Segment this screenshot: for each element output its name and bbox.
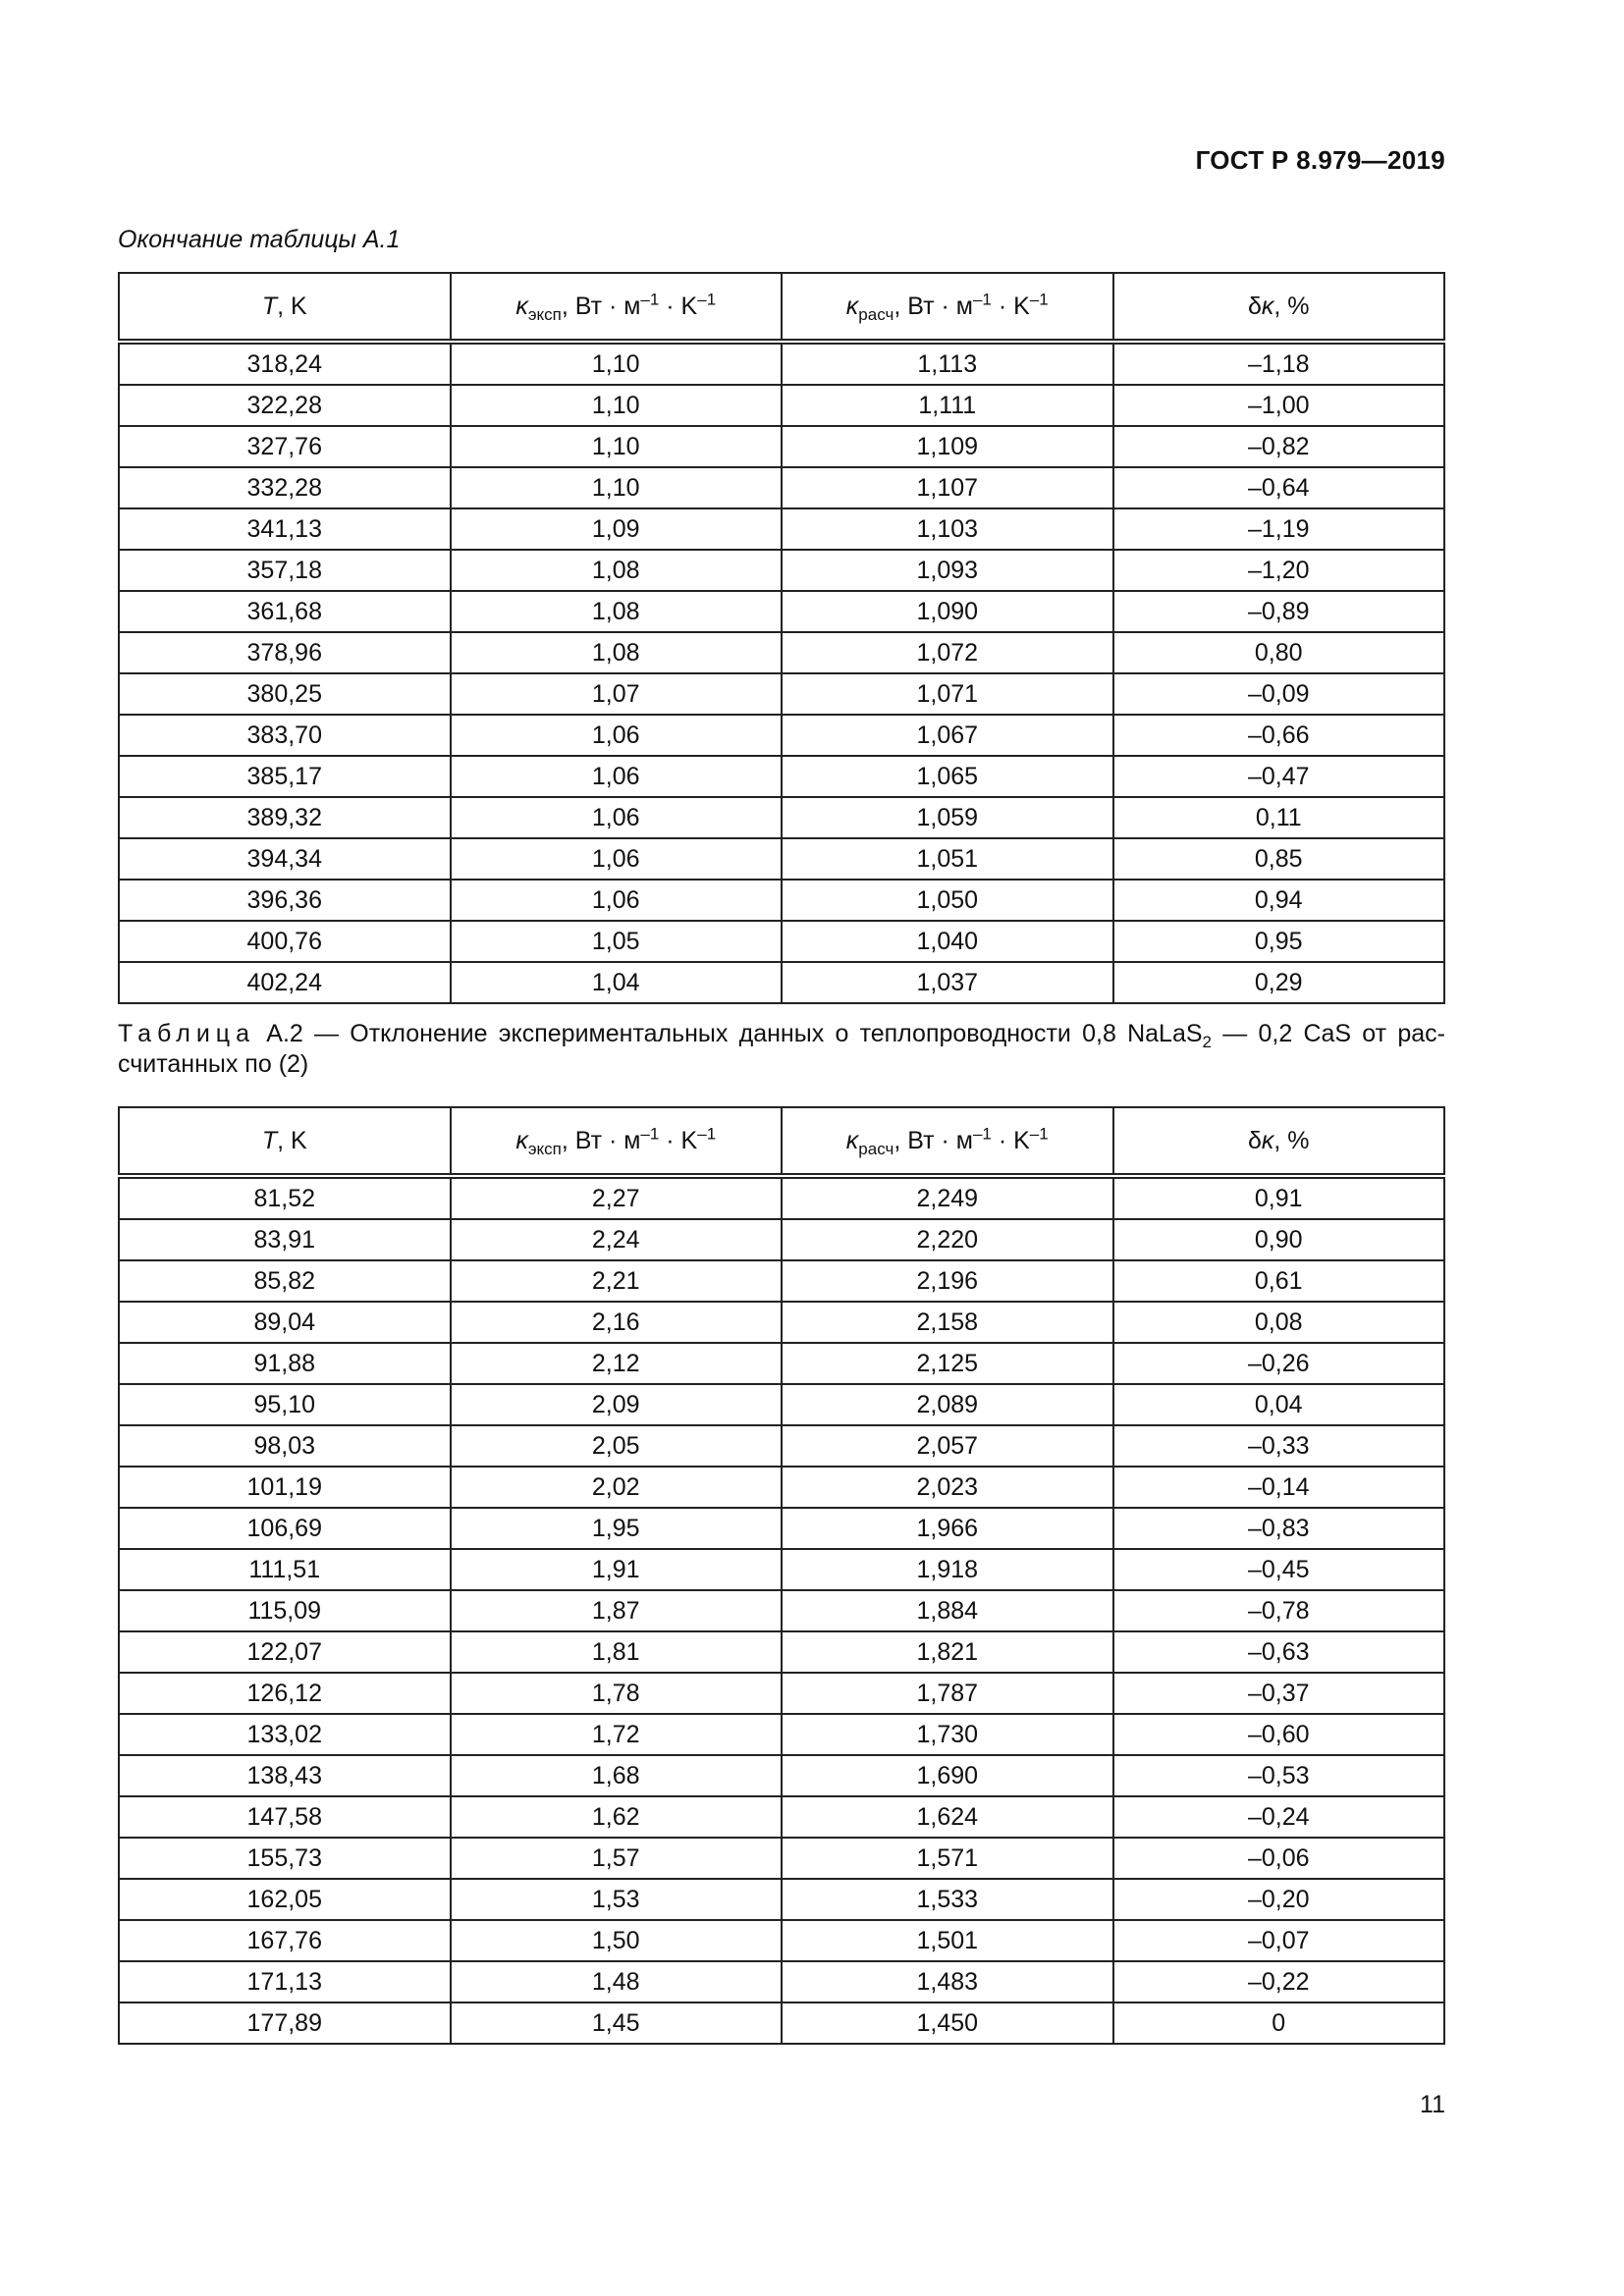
table-row: [119, 962, 1444, 1003]
table-a1: [118, 272, 1445, 1004]
cell-k-calculated: 1,059: [782, 797, 1113, 838]
cell-k-calculated: 2,158: [782, 1302, 1113, 1343]
table-row: [119, 1467, 1444, 1508]
cell-k-experimental: 1,06: [451, 797, 783, 838]
cell-deviation: 0,94: [1113, 880, 1445, 921]
cell-deviation: 0,95: [1113, 921, 1445, 962]
cell-k-calculated: 1,571: [782, 1838, 1113, 1879]
document-code: ГОСТ Р 8.979—2019: [1195, 145, 1445, 175]
cell-deviation: –0,33: [1113, 1425, 1445, 1467]
cell-deviation: –0,14: [1113, 1467, 1445, 1508]
cell-deviation: –0,78: [1113, 1590, 1445, 1631]
cell-k-experimental: 1,06: [451, 838, 783, 880]
cell-temperature: 383,70: [119, 715, 451, 756]
cell-temperature: 396,36: [119, 880, 451, 921]
cell-k-experimental: 2,24: [451, 1219, 783, 1260]
cell-temperature: 167,76: [119, 1920, 451, 1961]
cell-k-experimental: 2,09: [451, 1384, 783, 1425]
cell-deviation: –0,09: [1113, 673, 1445, 715]
table-row: [119, 1425, 1444, 1467]
cell-temperature: 341,13: [119, 508, 451, 550]
cell-k-experimental: 1,87: [451, 1590, 783, 1631]
cell-k-calculated: 1,884: [782, 1590, 1113, 1631]
cell-k-calculated: 1,690: [782, 1755, 1113, 1796]
cell-deviation: 0,80: [1113, 632, 1445, 673]
cell-temperature: 318,24: [119, 342, 451, 385]
cell-deviation: –0,24: [1113, 1796, 1445, 1838]
cell-k-experimental: 1,50: [451, 1920, 783, 1961]
cell-k-experimental: 2,16: [451, 1302, 783, 1343]
cell-k-calculated: 1,050: [782, 880, 1113, 921]
column-header-temperature: T, K: [119, 1107, 451, 1176]
cell-k-experimental: 1,06: [451, 715, 783, 756]
table-row: [119, 550, 1444, 591]
cell-temperature: 83,91: [119, 1219, 451, 1260]
cell-k-calculated: 2,023: [782, 1467, 1113, 1508]
cell-deviation: –0,82: [1113, 426, 1445, 467]
cell-deviation: 0,91: [1113, 1176, 1445, 1219]
cell-temperature: 327,76: [119, 426, 451, 467]
cell-k-calculated: 1,040: [782, 921, 1113, 962]
cell-temperature: 138,43: [119, 1755, 451, 1796]
cell-k-calculated: 2,125: [782, 1343, 1113, 1384]
cell-k-calculated: 2,220: [782, 1219, 1113, 1260]
column-header-deviation: δκ, %: [1113, 273, 1445, 342]
cell-k-calculated: 2,196: [782, 1260, 1113, 1302]
cell-temperature: 126,12: [119, 1673, 451, 1714]
cell-k-experimental: 1,95: [451, 1508, 783, 1549]
cell-k-calculated: 2,089: [782, 1384, 1113, 1425]
cell-k-experimental: 1,07: [451, 673, 783, 715]
cell-deviation: –0,20: [1113, 1879, 1445, 1920]
cell-k-calculated: 1,071: [782, 673, 1113, 715]
cell-k-experimental: 1,68: [451, 1755, 783, 1796]
column-header-k-experimental: $\kappa_{эксп}$, Вт · $м^{-1} \cdot K^{-1}$: [451, 273, 783, 342]
cell-k-experimental: 1,10: [451, 467, 783, 508]
cell-temperature: 95,10: [119, 1384, 451, 1425]
cell-deviation: 0: [1113, 2002, 1445, 2044]
cell-k-calculated: 1,093: [782, 550, 1113, 591]
table-row: [119, 342, 1444, 385]
cell-temperature: 385,17: [119, 756, 451, 797]
cell-k-calculated: 1,067: [782, 715, 1113, 756]
table-a2: [118, 1106, 1445, 2045]
cell-temperature: 162,05: [119, 1879, 451, 1920]
table-row: [119, 1590, 1444, 1631]
table-row: [119, 1176, 1444, 1219]
cell-temperature: 98,03: [119, 1425, 451, 1467]
cell-deviation: –1,18: [1113, 342, 1445, 385]
cell-k-experimental: 1,10: [451, 385, 783, 426]
table-row: [119, 1631, 1444, 1673]
cell-k-calculated: 1,111: [782, 385, 1113, 426]
table-row: [119, 1879, 1444, 1920]
cell-k-calculated: 1,113: [782, 342, 1113, 385]
cell-deviation: –0,63: [1113, 1631, 1445, 1673]
cell-temperature: 101,19: [119, 1467, 451, 1508]
cell-k-calculated: 1,072: [782, 632, 1113, 673]
cell-k-calculated: 1,051: [782, 838, 1113, 880]
cell-k-calculated: 1,037: [782, 962, 1113, 1003]
cell-k-calculated: 2,249: [782, 1176, 1113, 1219]
table-row: [119, 1673, 1444, 1714]
cell-k-experimental: 1,10: [451, 342, 783, 385]
cell-k-experimental: 2,02: [451, 1467, 783, 1508]
cell-deviation: –0,64: [1113, 467, 1445, 508]
cell-deviation: –0,47: [1113, 756, 1445, 797]
column-header-k-calculated: $\kappa_{расч}$, Вт · $м^{-1} \cdot K^{-1}$: [782, 273, 1113, 342]
cell-k-experimental: 1,78: [451, 1673, 783, 1714]
cell-k-calculated: 1,501: [782, 1920, 1113, 1961]
table-row: [119, 1219, 1444, 1260]
cell-k-calculated: 1,624: [782, 1796, 1113, 1838]
table-continuation-label: Окончание таблицы А.1: [118, 226, 401, 253]
table-row: [119, 1260, 1444, 1302]
cell-deviation: 0,85: [1113, 838, 1445, 880]
table-row: [119, 385, 1444, 426]
cell-temperature: 111,51: [119, 1549, 451, 1590]
cell-temperature: 357,18: [119, 550, 451, 591]
cell-k-experimental: 1,53: [451, 1879, 783, 1920]
table-row: [119, 1920, 1444, 1961]
cell-deviation: –0,37: [1113, 1673, 1445, 1714]
cell-k-experimental: 2,27: [451, 1176, 783, 1219]
cell-k-calculated: 1,090: [782, 591, 1113, 632]
cell-k-experimental: 1,09: [451, 508, 783, 550]
table-row: [119, 467, 1444, 508]
column-header-k-calculated: $\kappa_{расч}$, Вт · $м^{-1} \cdot K^{-1}$: [782, 1107, 1113, 1176]
cell-k-experimental: 2,05: [451, 1425, 783, 1467]
cell-deviation: 0,04: [1113, 1384, 1445, 1425]
cell-k-calculated: 1,109: [782, 426, 1113, 467]
table-row: [119, 1755, 1444, 1796]
cell-deviation: –1,19: [1113, 508, 1445, 550]
cell-k-experimental: 1,10: [451, 426, 783, 467]
cell-temperature: 394,34: [119, 838, 451, 880]
cell-temperature: 133,02: [119, 1714, 451, 1755]
cell-temperature: 91,88: [119, 1343, 451, 1384]
table-row: [119, 715, 1444, 756]
cell-deviation: –0,07: [1113, 1920, 1445, 1961]
cell-temperature: 81,52: [119, 1176, 451, 1219]
table-row: [119, 756, 1444, 797]
table-row: [119, 1838, 1444, 1879]
cell-deviation: –1,20: [1113, 550, 1445, 591]
table-a1-body: [119, 342, 1444, 1003]
cell-k-calculated: 1,065: [782, 756, 1113, 797]
cell-temperature: 400,76: [119, 921, 451, 962]
cell-k-experimental: 1,72: [451, 1714, 783, 1755]
page-number: 11: [1420, 2091, 1445, 2118]
cell-deviation: –0,66: [1113, 715, 1445, 756]
table-row: [119, 2002, 1444, 2044]
cell-k-calculated: 1,107: [782, 467, 1113, 508]
cell-deviation: –0,06: [1113, 1838, 1445, 1879]
cell-k-experimental: 2,12: [451, 1343, 783, 1384]
cell-deviation: 0,61: [1113, 1260, 1445, 1302]
cell-k-calculated: 1,533: [782, 1879, 1113, 1920]
cell-deviation: 0,11: [1113, 797, 1445, 838]
cell-temperature: 389,32: [119, 797, 451, 838]
table-row: [119, 921, 1444, 962]
table-row: [119, 1343, 1444, 1384]
cell-deviation: 0,29: [1113, 962, 1445, 1003]
cell-k-experimental: 1,62: [451, 1796, 783, 1838]
cell-temperature: 147,58: [119, 1796, 451, 1838]
table-row: [119, 591, 1444, 632]
cell-temperature: 122,07: [119, 1631, 451, 1673]
table-header-row: [119, 1107, 1444, 1176]
cell-deviation: –0,22: [1113, 1961, 1445, 2002]
column-header-deviation: δκ, %: [1113, 1107, 1445, 1176]
cell-temperature: 402,24: [119, 962, 451, 1003]
table-row: [119, 1302, 1444, 1343]
cell-k-calculated: 1,730: [782, 1714, 1113, 1755]
cell-k-experimental: 1,81: [451, 1631, 783, 1673]
table-row: [119, 1796, 1444, 1838]
cell-deviation: 0,08: [1113, 1302, 1445, 1343]
cell-temperature: 155,73: [119, 1838, 451, 1879]
cell-deviation: –0,83: [1113, 1508, 1445, 1549]
table-a2-caption: Таблица А.2 — Отклонение экспериментальных данных о теплопроводности 0,8 NaLaS$_2$ — 0,2 CaS от рассчитанных по (2): [118, 1020, 1445, 1078]
cell-k-experimental: 1,08: [451, 550, 783, 591]
cell-k-experimental: 1,06: [451, 756, 783, 797]
cell-k-experimental: 2,21: [451, 1260, 783, 1302]
cell-k-calculated: 1,966: [782, 1508, 1113, 1549]
table-row: [119, 1961, 1444, 2002]
cell-k-experimental: 1,08: [451, 591, 783, 632]
table-row: [119, 797, 1444, 838]
cell-deviation: –0,53: [1113, 1755, 1445, 1796]
table-a2-body: [119, 1176, 1444, 2044]
cell-k-calculated: 1,918: [782, 1549, 1113, 1590]
table-row: [119, 508, 1444, 550]
cell-deviation: 0,90: [1113, 1219, 1445, 1260]
table-header-row: [119, 273, 1444, 342]
cell-k-experimental: 1,05: [451, 921, 783, 962]
cell-temperature: 380,25: [119, 673, 451, 715]
cell-temperature: 378,96: [119, 632, 451, 673]
cell-k-experimental: 1,08: [451, 632, 783, 673]
cell-k-experimental: 1,45: [451, 2002, 783, 2044]
cell-temperature: 177,89: [119, 2002, 451, 2044]
cell-k-calculated: 1,787: [782, 1673, 1113, 1714]
table-row: [119, 426, 1444, 467]
table-row: [119, 1508, 1444, 1549]
column-header-k-experimental: $\kappa_{эксп}$, Вт · $м^{-1} \cdot K^{-1}$: [451, 1107, 783, 1176]
cell-deviation: –1,00: [1113, 385, 1445, 426]
cell-temperature: 115,09: [119, 1590, 451, 1631]
cell-k-calculated: 2,057: [782, 1425, 1113, 1467]
cell-deviation: –0,60: [1113, 1714, 1445, 1755]
cell-k-experimental: 1,06: [451, 880, 783, 921]
cell-k-calculated: 1,821: [782, 1631, 1113, 1673]
table-row: [119, 1549, 1444, 1590]
cell-k-calculated: 1,450: [782, 2002, 1113, 2044]
cell-k-experimental: 1,48: [451, 1961, 783, 2002]
cell-temperature: 322,28: [119, 385, 451, 426]
cell-k-experimental: 1,04: [451, 962, 783, 1003]
cell-temperature: 85,82: [119, 1260, 451, 1302]
table-row: [119, 1714, 1444, 1755]
cell-temperature: 332,28: [119, 467, 451, 508]
table-row: [119, 880, 1444, 921]
cell-k-calculated: 1,103: [782, 508, 1113, 550]
cell-k-calculated: 1,483: [782, 1961, 1113, 2002]
column-header-temperature: T, K: [119, 273, 451, 342]
table-row: [119, 1384, 1444, 1425]
cell-temperature: 171,13: [119, 1961, 451, 2002]
table-row: [119, 838, 1444, 880]
cell-k-experimental: 1,57: [451, 1838, 783, 1879]
cell-deviation: –0,89: [1113, 591, 1445, 632]
cell-temperature: 361,68: [119, 591, 451, 632]
cell-temperature: 106,69: [119, 1508, 451, 1549]
cell-deviation: –0,26: [1113, 1343, 1445, 1384]
table-row: [119, 632, 1444, 673]
table-row: [119, 673, 1444, 715]
cell-deviation: –0,45: [1113, 1549, 1445, 1590]
cell-temperature: 89,04: [119, 1302, 451, 1343]
cell-k-experimental: 1,91: [451, 1549, 783, 1590]
